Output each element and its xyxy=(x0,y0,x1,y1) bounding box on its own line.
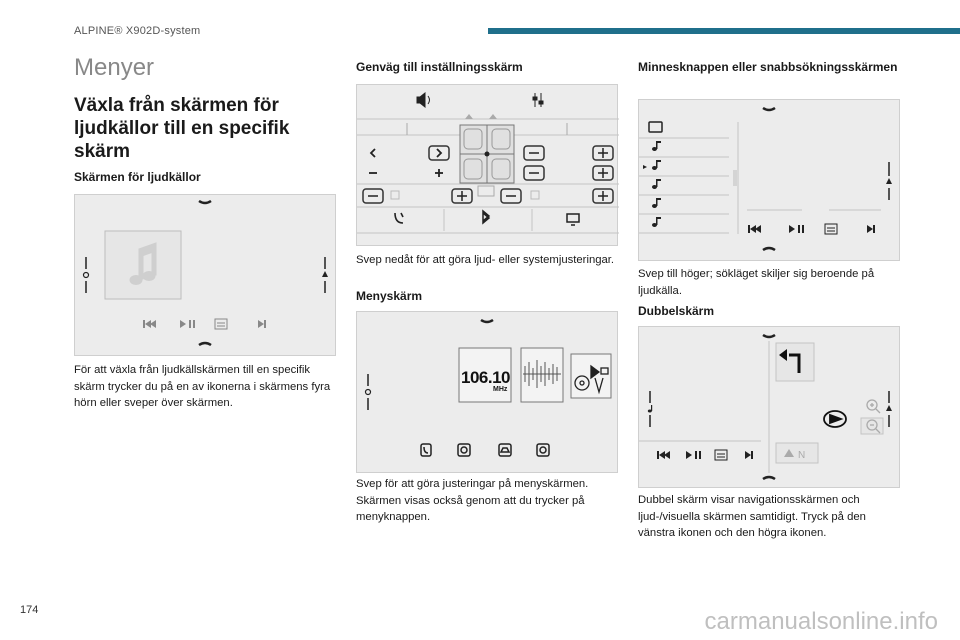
previous-track-icon xyxy=(143,320,156,328)
sub-heading-source-screen: Skärmen för ljudkällor xyxy=(74,170,201,184)
chevron-left-icon xyxy=(371,149,375,157)
page-number: 174 xyxy=(20,604,39,616)
col2-body1: Svep nedåt för att göra ljud- eller systemjusteringar. xyxy=(356,254,615,266)
col3-body2: Dubbel skärm visar navigationsskärmen och ljud-/visuella skärmen samtidigt. Tryck på den vänstra ikonen och den högra ikonen. xyxy=(638,494,866,539)
menu-screen-illustration xyxy=(356,311,618,473)
dual-screen-graphic xyxy=(639,327,901,489)
col3-body1: Svep till höger; sökläget skiljer sig beroende på ljudkälla. xyxy=(638,268,875,297)
previous-track-icon xyxy=(657,451,670,459)
scan-icon xyxy=(215,319,227,329)
chevron-down-icon xyxy=(763,335,775,337)
next-track-icon xyxy=(867,225,875,233)
play-pause-icon xyxy=(789,225,804,233)
chevron-up-icon xyxy=(763,477,775,479)
next-track-icon xyxy=(258,320,266,328)
sub-heading-dual-screen: Dubbelskärm xyxy=(638,304,715,318)
display-icon xyxy=(567,214,579,225)
dual-screen-illustration xyxy=(638,326,900,488)
sub-heading-memory: Minnesknappen eller snabbsökningsskärmen xyxy=(638,60,898,74)
navigation-position-icon xyxy=(824,411,846,427)
sub-heading-menu-screen: Menyskärm xyxy=(356,289,423,303)
radio-icon xyxy=(458,444,470,456)
menu-screen-graphic xyxy=(357,312,619,474)
section-title: Menyer xyxy=(74,54,155,81)
col2-body2: Svep för att göra justeringar på menyskärmen. Skärmen visas också genom att du trycker på menyknappen. xyxy=(356,478,589,523)
chevron-up-icon xyxy=(199,343,211,345)
chevron-down-icon xyxy=(481,320,493,322)
settings-screen-illustration xyxy=(356,84,618,246)
chevron-down-icon xyxy=(763,108,775,110)
play-pause-icon xyxy=(180,320,195,328)
radio-unit: MHz xyxy=(493,386,508,393)
next-track-icon xyxy=(745,451,753,459)
folder-icon xyxy=(649,122,662,132)
chevron-up-icon xyxy=(763,248,775,250)
gear-icon xyxy=(537,444,549,456)
sub-heading-settings-shortcut: Genväg till inställningsskärm xyxy=(356,60,523,74)
speaker-icon xyxy=(417,93,430,107)
settings-adjust-icon xyxy=(533,93,543,107)
source-screen-graphic xyxy=(75,195,337,357)
bluetooth-icon xyxy=(483,211,489,223)
radio-frequency: 106.10 xyxy=(461,368,510,387)
settings-screen-graphic xyxy=(357,85,619,247)
scan-icon xyxy=(715,450,727,460)
svg-text:N: N xyxy=(798,450,806,461)
main-heading: Växla från skärmen för ljudkällor till en specifik skärm xyxy=(74,95,290,162)
previous-track-icon xyxy=(748,225,761,233)
header-accent-bar xyxy=(488,28,960,34)
car-icon xyxy=(499,444,511,456)
music-note-small-icon xyxy=(648,405,652,413)
memory-screen-graphic xyxy=(639,100,901,262)
watermark: carmanualsonline.info xyxy=(704,608,938,635)
phone-icon xyxy=(421,444,431,456)
memory-screen-illustration xyxy=(638,99,900,261)
scan-icon xyxy=(825,224,837,234)
header-title: ALPINE® X902D-system xyxy=(74,25,201,37)
source-screen-illustration xyxy=(74,194,336,356)
voice-phone-icon xyxy=(395,213,403,223)
col1-body: För att växla från ljudkällskärmen till en specifik skärm trycker du på en av ikonerna i skärmens fyra hörn eller sveper över skärmen. xyxy=(74,364,331,409)
chevron-right-icon xyxy=(437,149,441,157)
chevron-down-icon xyxy=(199,201,211,203)
zoom-in-icon xyxy=(867,400,880,413)
play-pause-icon xyxy=(686,451,701,459)
